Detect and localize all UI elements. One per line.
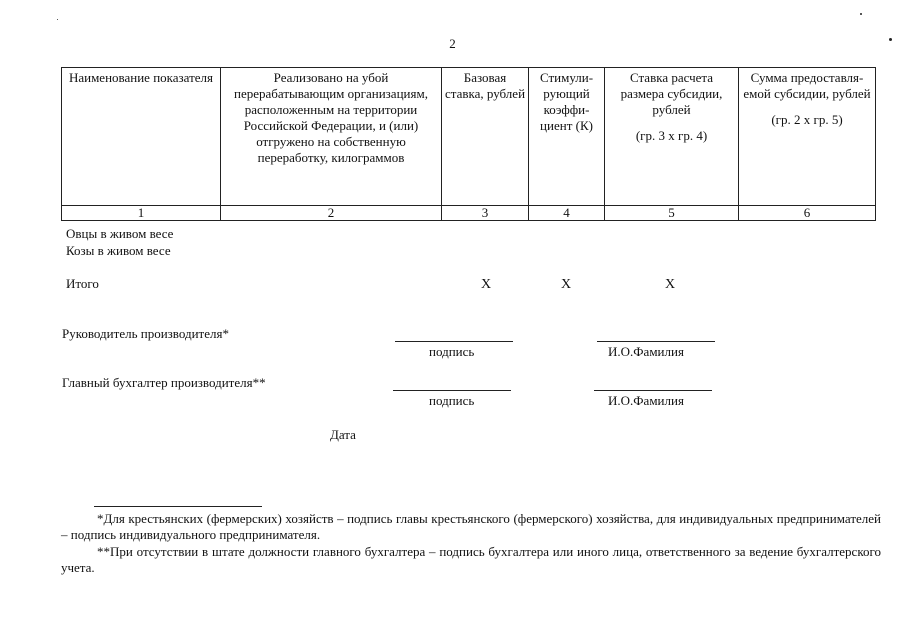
subsidy-table xyxy=(61,67,876,221)
head-name-line xyxy=(597,341,715,342)
header-stimulating-coefficient: Стимули-рующий коэффи-циент (К) xyxy=(529,68,605,206)
head-signature-caption: подпись xyxy=(429,344,475,359)
column-number: 1 xyxy=(62,206,221,221)
header-sold-kilograms: Реализовано на убой перерабатывающим организациям, расположенным на территории Российской Федерации, и (или) отгружено на собственную переработку, килограммов xyxy=(221,68,442,206)
footnote-separator xyxy=(94,506,262,507)
page-number: 2 xyxy=(449,36,456,51)
column-number: 6 xyxy=(739,206,876,221)
head-name-caption: И.О.Фамилия xyxy=(608,344,684,359)
accountant-signature-label: Главный бухгалтер производителя** xyxy=(62,375,266,390)
total-mark-subsidy-rate: Х xyxy=(665,277,676,292)
scan-speck xyxy=(57,19,58,20)
accountant-name-caption: И.О.Фамилия xyxy=(608,393,684,408)
accountant-name-line xyxy=(594,390,712,391)
header-base-rate: Базовая ставка, рублей xyxy=(442,68,529,206)
column-number: 2 xyxy=(221,206,442,221)
accountant-signature-line xyxy=(393,390,511,391)
total-mark-base-rate: Х xyxy=(481,277,492,292)
scan-speck xyxy=(860,13,862,15)
header-subsidy-amount: Сумма предоставля-емой субсидии, рублей (гр. 2 x гр. 5) xyxy=(739,68,876,206)
footnote-chief-accountant: **При отсутствии в штате должности главного бухгалтера – подпись бухгалтера или иного лица, ответственного за ведение бухгалтерского учета. xyxy=(61,544,881,575)
header-formula-col5: (гр. 3 x гр. 4) xyxy=(635,128,708,143)
header-subsidy-rate: Ставка расчета размера субсидии, рублей (гр. 3 x гр. 4) xyxy=(605,68,739,206)
row-label-total: Итого xyxy=(66,276,99,291)
head-signature-label: Руководитель производителя* xyxy=(62,326,229,341)
header-formula-col6: (гр. 2 x гр. 5) xyxy=(771,112,843,127)
column-number: 4 xyxy=(529,206,605,221)
head-signature-line xyxy=(395,341,513,342)
column-number: 5 xyxy=(605,206,739,221)
column-number: 3 xyxy=(442,206,529,221)
row-label-goats: Козы в живом весе xyxy=(66,243,171,258)
accountant-signature-caption: подпись xyxy=(429,393,475,408)
column-number-row xyxy=(62,206,876,221)
header-indicator-name: Наименование показателя xyxy=(62,68,221,206)
table-header-row xyxy=(62,68,876,206)
date-label: Дата xyxy=(330,427,356,442)
footnote-farm-heads: *Для крестьянских (фермерских) хозяйств – подпись главы крестьянского (фермерского) хозяйства, для индивидуальных предпринимателей – подпись индивидуального предпринимателя. xyxy=(61,511,881,542)
row-label-sheep: Овцы в живом весе xyxy=(66,226,174,241)
total-mark-coefficient: Х xyxy=(561,277,572,292)
